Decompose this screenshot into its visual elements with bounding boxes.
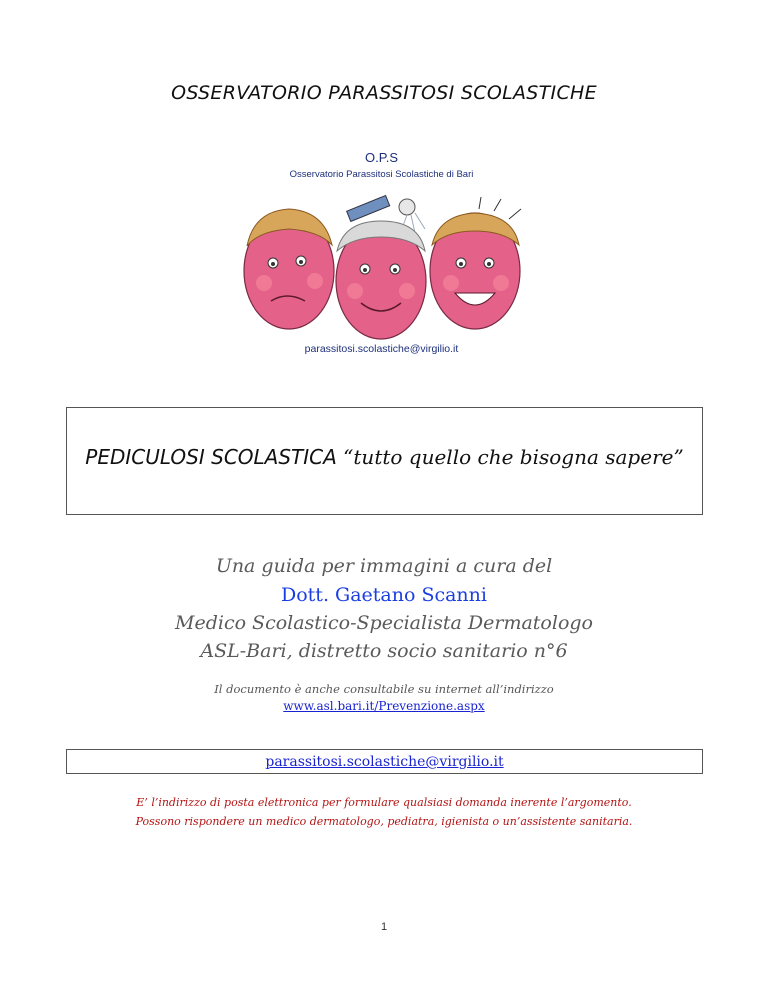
logo-email: parassitosi.scolastiche@virgilio.it — [304, 343, 459, 355]
consult-note: Il documento è anche consultabile su internet all’indirizzo — [214, 682, 554, 696]
website-link[interactable]: www.asl.bari.it/Prevenzione.aspx — [283, 699, 485, 713]
email-note-line2: Possono rispondere un medico dermatologo, pediatra, igienista o un’assistente sanitaria. — [135, 815, 633, 828]
author-affiliation: ASL-Bari, distretto socio sanitario n°6 — [200, 640, 568, 662]
logo-subtitle: Osservatorio Parassitosi Scolastiche di Bari — [289, 169, 474, 180]
page-number: 1 — [380, 921, 388, 933]
author-name: Dott. Gaetano Scanni — [281, 584, 487, 606]
logo-title: O.P.S — [364, 150, 398, 165]
title-main: PEDICULOSI SCOLASTICA — [85, 445, 337, 469]
email-box — [66, 749, 703, 774]
title-box — [66, 407, 703, 515]
guide-intro: Una guida per immagini a cura del — [215, 555, 553, 577]
author-role: Medico Scolastico-Specialista Dermatologo — [175, 612, 593, 634]
document-header: OSSERVATORIO PARASSITOSI SCOLASTICHE — [171, 82, 597, 104]
document-title — [67, 445, 702, 469]
title-script: “tutto quello che bisogna sapere” — [343, 445, 684, 469]
email-note-line1: E’ l’indirizzo di posta elettronica per formulare qualsiasi domanda inerente l’argomento. — [136, 796, 632, 809]
ops-logo-image — [229, 141, 534, 365]
email-link[interactable]: parassitosi.scolastiche@virgilio.it — [265, 754, 504, 770]
